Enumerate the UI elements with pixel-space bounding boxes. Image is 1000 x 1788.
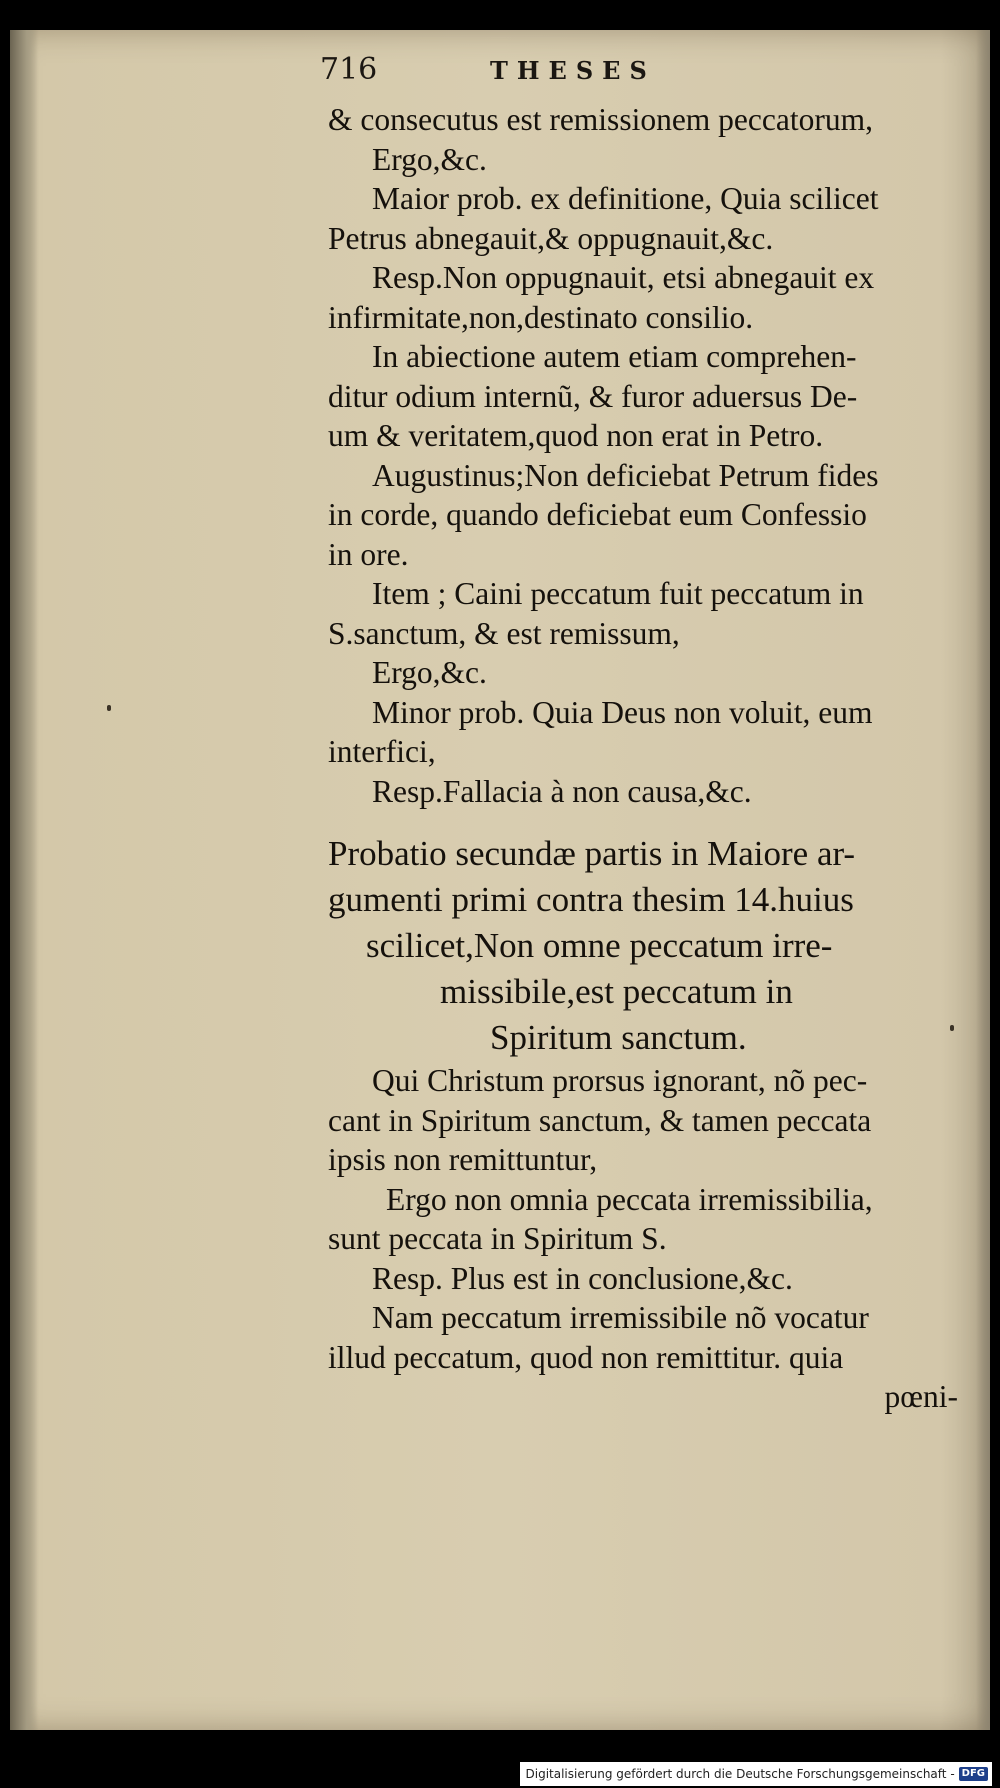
- heading-line: Spiritum sanctum.: [490, 1018, 747, 1057]
- digitization-credit: [520, 1762, 993, 1786]
- text-line: Qui Christum prorsus ignorant, nõ pec-: [372, 1063, 868, 1098]
- body-block-1: [328, 100, 968, 811]
- text-line: illud peccatum, quod non remittitur. quia: [328, 1339, 844, 1375]
- text-line: in ore.: [328, 536, 409, 572]
- heading-line: gumenti primi contra thesim 14.huius: [328, 880, 854, 919]
- text-line: Ergo non omnia peccata irremissibilia,: [386, 1181, 873, 1217]
- text-line: Ergo,&c.: [372, 141, 487, 177]
- text-line: Nam peccatum irremissibile nõ vocatur: [372, 1300, 869, 1335]
- text-line: & consecutus est remissionem peccatorum,: [328, 102, 873, 137]
- text-line: in corde, quando deficiebat eum Confessio: [328, 497, 867, 532]
- text-line: Item ; Caini peccatum fuit peccatum in: [372, 576, 864, 611]
- text-line: In abiectione autem etiam comprehen-: [372, 339, 857, 374]
- text-line: Minor prob. Quia Deus non voluit, eum: [372, 694, 873, 730]
- page-header: [320, 52, 740, 102]
- page-text: [328, 100, 968, 1417]
- catchword: pœni-: [884, 1379, 958, 1414]
- text-line: Augustinus;Non deficiebat Petrum fides: [372, 457, 879, 493]
- text-line: sunt peccata in Spiritum S.: [328, 1221, 667, 1256]
- text-line: Resp.Fallacia à non causa,&c.: [372, 773, 752, 809]
- text-line: ipsis non remittuntur,: [328, 1142, 598, 1177]
- body-block-2: [328, 1061, 968, 1377]
- credit-text: Digitalisierung gefördert durch die Deutsche Forschungsgemeinschaft -: [525, 1767, 955, 1781]
- heading-line: Probatio secundæ partis in Maiore ar-: [328, 834, 856, 873]
- section-gap: [328, 811, 968, 831]
- heading-line: missibile,est peccatum in: [440, 972, 793, 1011]
- text-line: Resp.Non oppugnauit, etsi abnegauit ex: [372, 260, 875, 295]
- section-heading: [328, 831, 968, 1061]
- text-line: interfici,: [328, 734, 436, 769]
- page-gutter-shadow: [10, 30, 38, 1730]
- ink-speck: [107, 705, 111, 711]
- running-title: THESES: [490, 56, 656, 85]
- text-line: Petrus abnegauit,& oppugnauit,&c.: [328, 220, 774, 256]
- text-line: cant in Spiritum sanctum, & tamen peccata: [328, 1102, 872, 1138]
- heading-line: scilicet,Non omne peccatum irre-: [366, 926, 833, 965]
- dfg-logo: DFG: [959, 1767, 988, 1781]
- text-line: Maior prob. ex definitione, Quia scilicet: [372, 181, 879, 216]
- text-line: Resp. Plus est in conclusione,&c.: [372, 1260, 793, 1296]
- ink-speck: [950, 1025, 954, 1031]
- text-line: um & veritatem,quod non erat in Petro.: [328, 418, 824, 453]
- page-number: 716: [320, 52, 378, 87]
- text-line: Ergo,&c.: [372, 655, 487, 690]
- text-line: ditur odium internũ, & furor aduersus De-: [328, 378, 858, 414]
- text-line: S.sanctum, & est remissum,: [328, 615, 680, 651]
- page-edge-shadow: [976, 30, 990, 1730]
- text-line: infirmitate,non,destinato consilio.: [328, 299, 754, 335]
